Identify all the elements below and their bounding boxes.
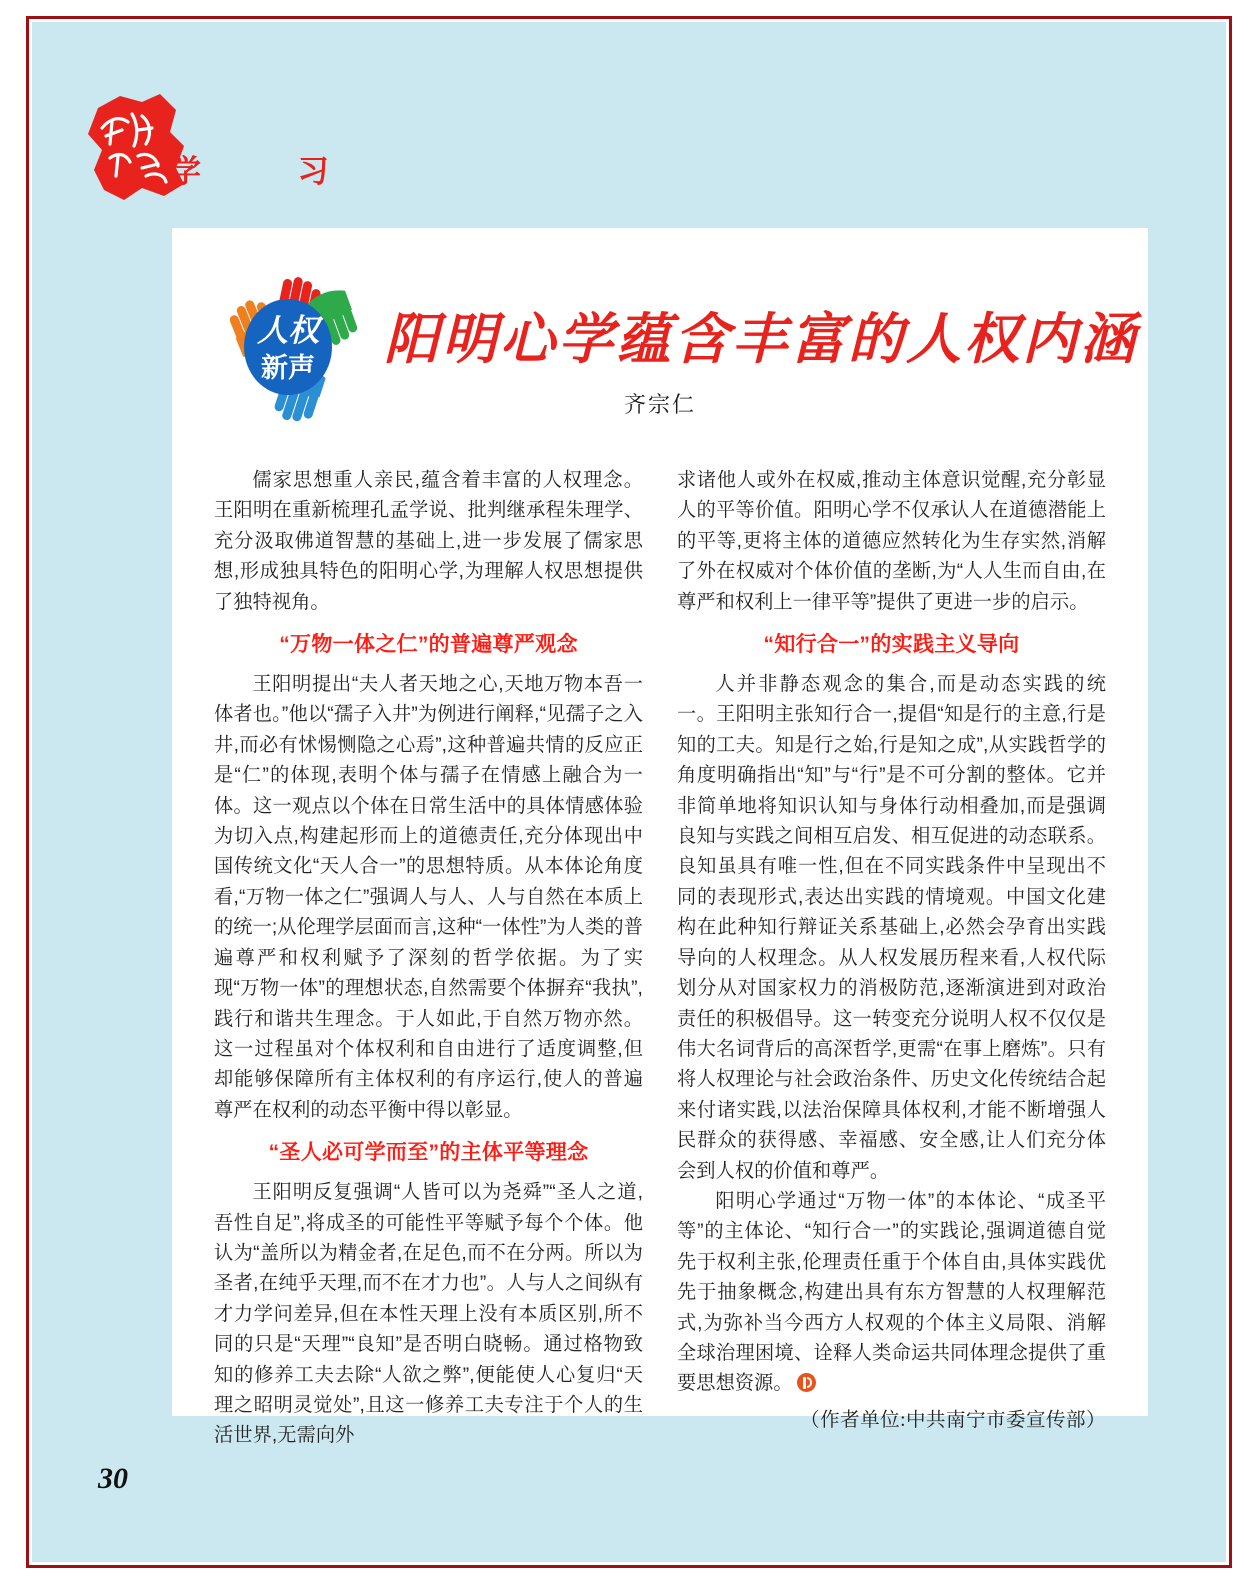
section-subhead: “圣人必可学而至”的主体平等理念 (268, 1141, 589, 1165)
section-subhead: “万物一体之仁”的普遍尊严观念 (279, 633, 578, 657)
paragraph: 王阳明反复强调“人皆可以为尧舜”“圣人之道,吾性自足”,将成圣的可能性平等赋予每个个体。他认为“盖所以为精金者,在足色,而不在分两。所以为圣者,在纯乎天理,而不在才力也”。人与人之间纵有才力学问差异,但在本性天理上没有本质区别,所不同的只是“天理”“良知”是否明白晓畅。通过格物致知的修养工夫去除“人欲之弊”,便能使人心复归“天理之昭明灵觉处”,且这一修养工夫专注于个人的生活世界,无需向外 (214, 1182, 643, 1447)
paragraph-final-text: 阳明心学通过“万物一体”的本体论、“成圣平等”的主体论、“知行合一”的实践论,强调道德自觉先于权利主张,伦理责任重于个体自由,具体实践优先于抽象概念,构建出具有东方智慧的人权理解范式,为弥补当今西方人权观的个体主义局限、消解全球治理困境、诠释人类命运共同体理念提供了重要思想资源。 (677, 1190, 1106, 1395)
paragraph-final (677, 1187, 1106, 1400)
section-label: 学 习 (170, 154, 373, 189)
paragraph: 人并非静态观念的集合,而是动态实践的统一。王阳明主张知行合一,提倡“知是行的主意,行是知的工夫。知是行之始,行是知之成”,从实践哲学的角度明确指出“知”与“行”是不可分割的整体。它并非简单地将知识认知与身体行动相叠加,而是强调良知与实践之间相互启发、相互促进的动态联系。良知虽具有唯一性,但在不同实践条件中呈现出不同的表现形式,表达出实践的情境观。中国文化建构在此种知行辩证关系基础上,必然会孕育出实践导向的人权理念。从人权发展历程来看,人权代际划分从对国家权力的消极防范,逐渐演进到对政治责任的积极倡导。这一转变充分说明人权不仅仅是伟大名词背后的高深哲学,更需“在事上磨炼”。只有将人权理论与社会政治条件、历史文化传统结合起来付诸实践,以法治保障具体权利,才能不断增强人民群众的获得感、幸福感、安全感,让人们充分体会到人权的价值和尊严。 (677, 674, 1106, 1182)
paragraph-continued: 求诸他人或外在权威,推动主体意识觉醒,充分彰显人的平等价值。阳明心学不仅承认人在道德潜能上的平等,更将主体的道德应然转化为生存实然,消解了外在权威对个体价值的垄断,为“人人生而自由,在尊严和权利上一律平等”提供了更进一步的启示。 (677, 470, 1106, 613)
author-affiliation: （作者单位:中共南宁市委宣传部） (800, 1409, 1106, 1431)
paragraph: 王阳明提出“夫人者天地之心,天地万物本吾一体者也。”他以“孺子入井”为例进行阐释,“见孺子之入井,而必有怵惕恻隐之心焉”,这种普遍共情的反应正是“仁”的体现,表明个体与孺子在情感上融合为一体。这一观点以个体在日常生活中的具体情感体验为切入点,构建起形而上的道德责任,充分体现出中国传统文化“天人合一”的思想特质。从本体论角度看,“万物一体之仁”强调人与人、人与自然在本质上的统一;从伦理学层面而言,这种“一体性”为人类的普遍尊严和权利赋予了深刻的哲学依据。为了实现“万物一体”的理想状态,自然需要个体摒弃“我执”,践行和谐共生理念。于人如此,于自然万物亦然。这一过程虽对个体权利和自由进行了适度调整,但却能够保障所有主体权利的有序运行,使人的普遍尊严在权利的动态平衡中得以彰显。 (214, 674, 643, 1121)
article-title-block (172, 228, 1148, 428)
logo-badge-line1: 人权 (257, 313, 319, 348)
page-title: 阳明心学蕴含丰富的人权内涵 (384, 309, 1139, 370)
article-column-left (214, 466, 643, 1447)
paragraph: 儒家思想重人亲民,蕴含着丰富的人权理念。王阳明在重新梳理孔孟学说、批判继承程朱理学、充分汲取佛道智慧的基础上,进一步发展了儒家思想,形成独具特色的阳明心学,为理解人权思想提供了独特视角。 (214, 470, 643, 613)
article-author: 齐宗仁 (623, 392, 696, 417)
logo-badge-line2: 新声 (261, 353, 315, 383)
article-columns (214, 466, 1106, 1447)
masthead (80, 88, 500, 218)
article-column-right (677, 466, 1106, 1431)
page-number: 30 (98, 1462, 128, 1495)
article-panel (172, 228, 1148, 1447)
end-mark-icon (797, 1373, 816, 1392)
section-subhead: “知行合一”的实践主义导向 (763, 633, 1020, 657)
